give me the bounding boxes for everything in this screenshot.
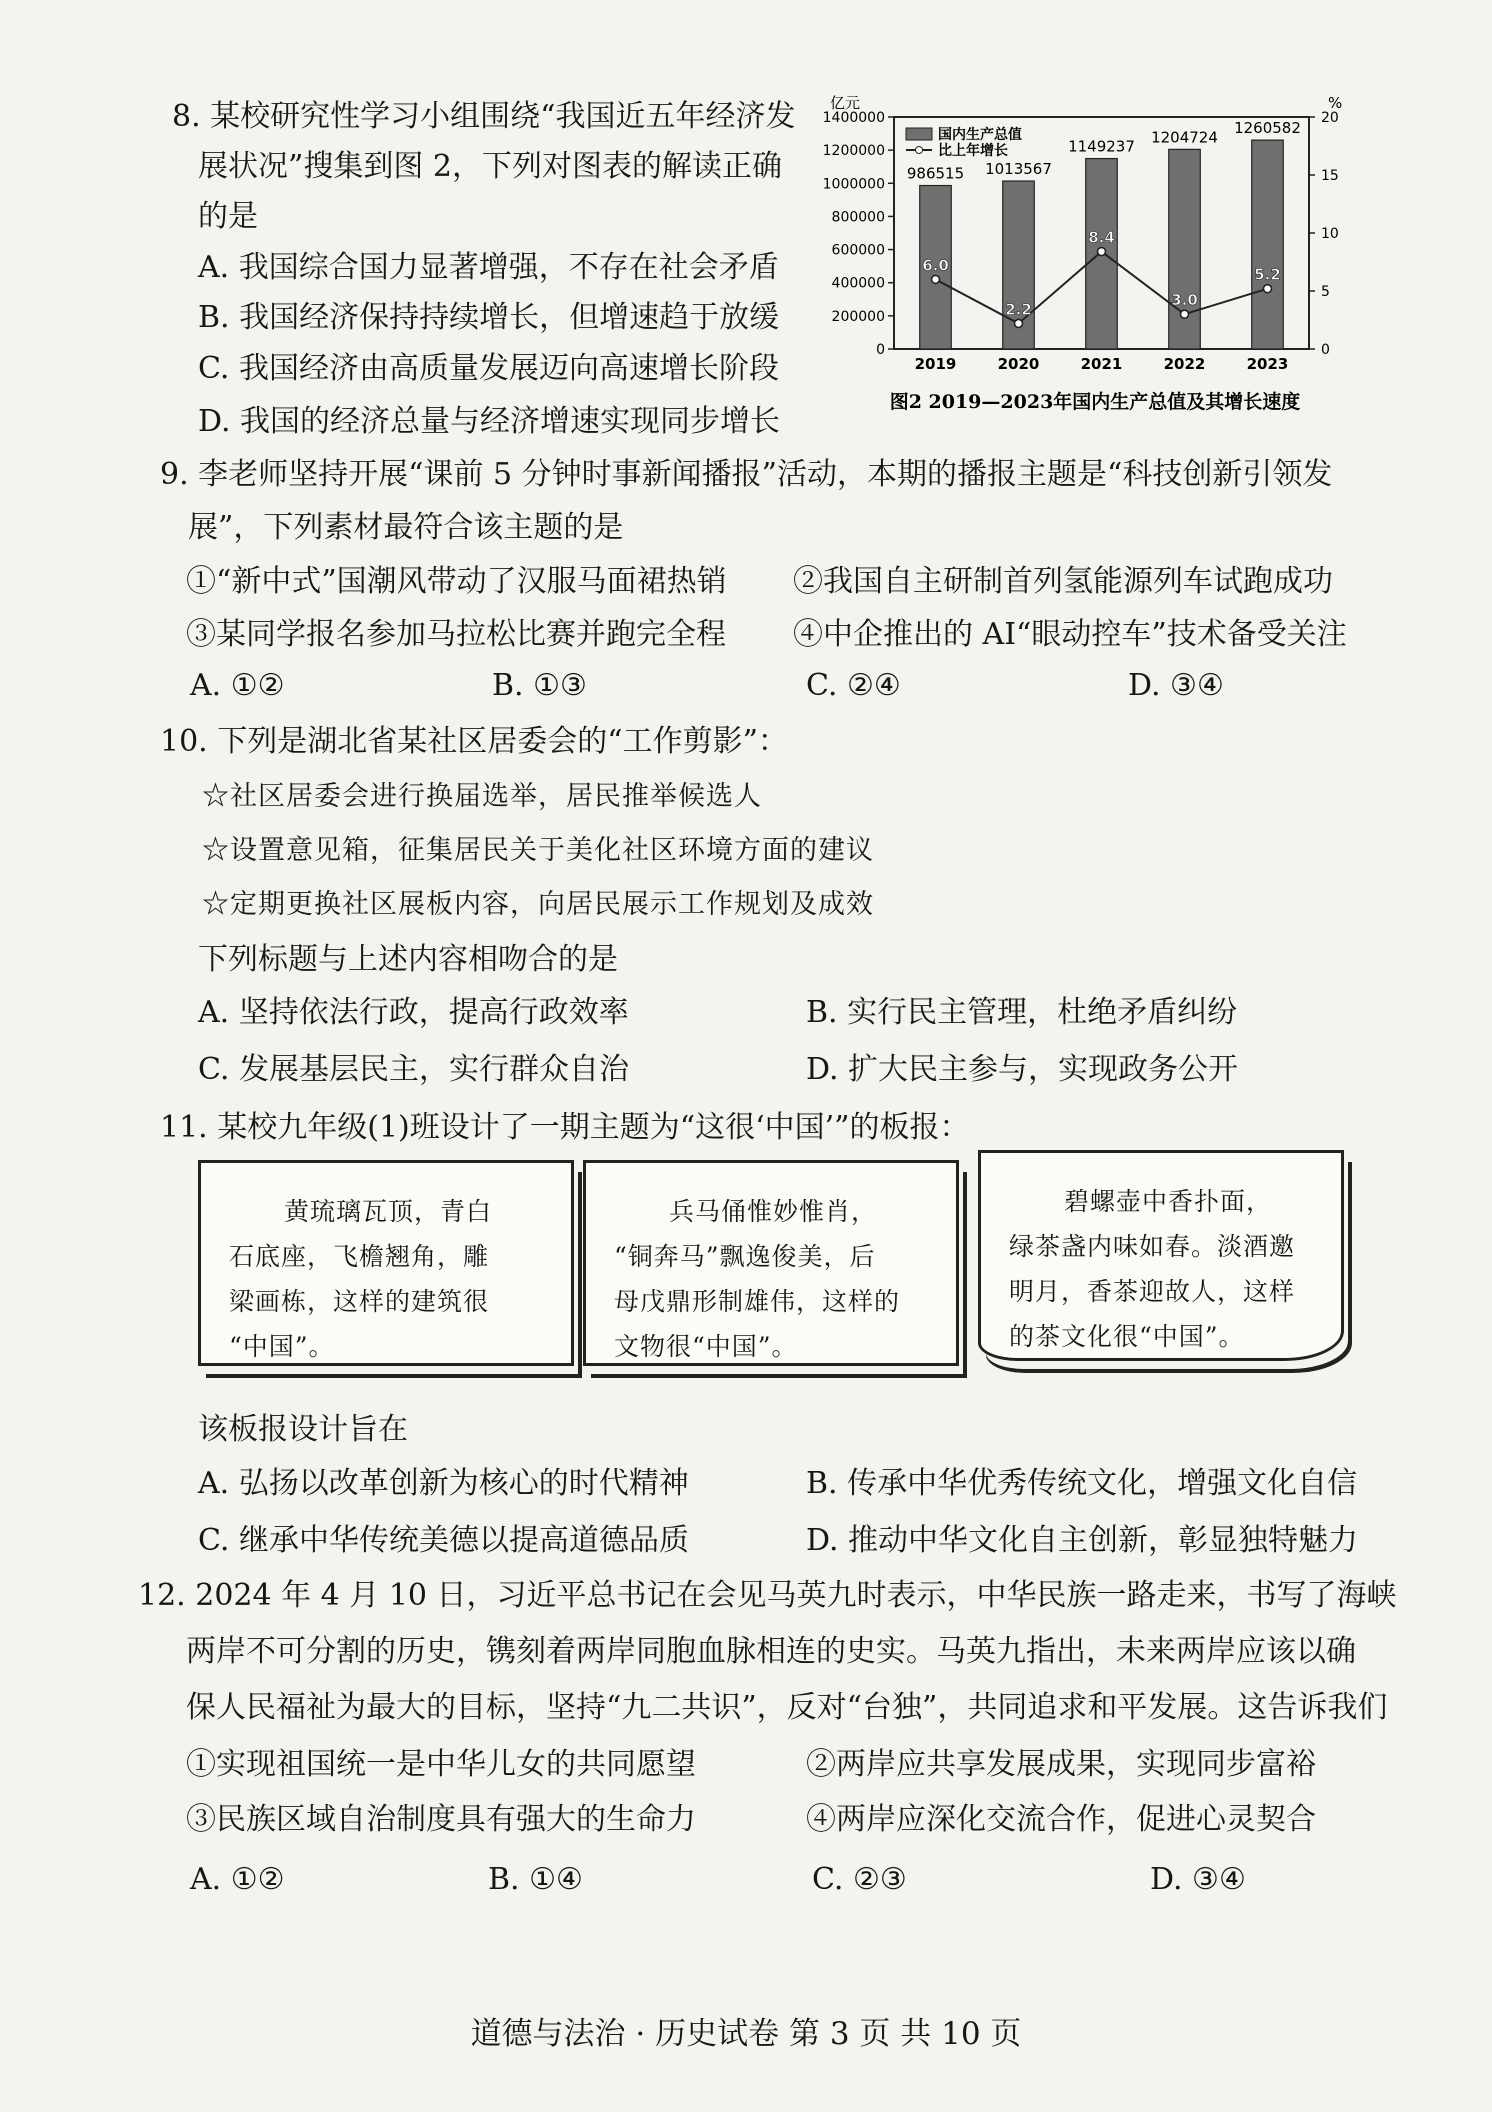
q12-option-c: C. ②③ (812, 1862, 907, 1897)
q10-option-b: B. 实行民主管理，杜绝矛盾纠纷 (806, 995, 1238, 1030)
q9-option-b: B. ①③ (492, 668, 587, 703)
q10-bullet-1: ☆社区居委会进行换届选举，居民推举候选人 (202, 781, 762, 812)
gdp-bar-label: 1149237 (1068, 137, 1135, 156)
x-tick-label: 2021 (1080, 355, 1123, 373)
q12-option-a: A. ①② (190, 1862, 285, 1897)
left-axis-tick-label: 800000 (831, 209, 885, 226)
q9-item-2: ②我国自主研制首列氢能源列车试跑成功 (793, 564, 1333, 599)
gdp-bar (1169, 149, 1201, 349)
card-text-relics: 兵马俑惟妙惟肖， “铜奔马”飘逸俊美，后 母戊鼎形制雄伟，这样的 文物很“中国”。 (614, 1197, 901, 1361)
q10-option-c: C. 发展基层民主，实行群众自治 (198, 1052, 629, 1087)
left-axis-tick-label: 200000 (831, 308, 885, 325)
growth-point (932, 275, 940, 283)
x-tick-label: 2019 (914, 355, 957, 373)
q12-item-4: ④两岸应深化交流合作，促进心灵契合 (806, 1802, 1316, 1837)
left-axis-tick-label: 400000 (831, 275, 885, 292)
q9-item-1: ①“新中式”国潮风带动了汉服马面裙热销 (186, 564, 727, 599)
growth-point (1181, 310, 1189, 318)
gdp-bar (1252, 140, 1284, 349)
page-footer: 道德与法治 · 历史试卷 第 3 页 共 10 页 (470, 2016, 1022, 2052)
legend-gdp-label: 国内生产总值 (938, 127, 1022, 143)
right-axis-tick-label: 5 (1321, 284, 1330, 300)
chart-title: 图2 2019—2023年国内生产总值及其增长速度 (889, 391, 1301, 413)
q10-bullet-3: ☆定期更换社区展板内容，向居民展示工作规划及成效 (202, 889, 874, 920)
left-axis-tick-label: 0 (876, 342, 885, 358)
q10-ask: 下列标题与上述内容相吻合的是 (198, 942, 618, 977)
gdp-bar-label: 1013567 (985, 160, 1052, 179)
card-text-architecture: 黄琉璃瓦顶，青白 石底座，飞檐翘角，雕 梁画栋，这样的建筑很 “中国”。 (229, 1197, 493, 1361)
gdp-bar-label: 1260582 (1234, 119, 1301, 138)
q11-option-a: A. 弘扬以改革创新为核心的时代精神 (198, 1466, 689, 1501)
growth-point (1015, 319, 1023, 327)
board-card-tea-culture (978, 1150, 1344, 1361)
chart-legend (906, 126, 1022, 159)
q12-stem-line-2: 两岸不可分割的历史，镌刻着两岸同胞血脉相连的史实。马英九指出，未来两岸应该以确 (186, 1634, 1356, 1669)
q8-stem-line-3: 的是 (198, 199, 258, 234)
x-tick-label: 2023 (1246, 355, 1289, 373)
q11-option-c: C. 继承中华传统美德以提高道德品质 (198, 1523, 689, 1558)
legend-bar-swatch (906, 128, 932, 140)
q10-stem: 10. 下列是湖北省某社区居委会的“工作剪影”： (160, 724, 788, 759)
q8-stem-line-1: 8. 某校研究性学习小组围绕“我国近五年经济发 (172, 99, 796, 134)
q12-stem-line-1: 12. 2024 年 4 月 10 日，习近平总书记在会见马英九时表示，中华民族一路走来，书写了海峡 (138, 1578, 1397, 1613)
gdp-bar-label: 986515 (906, 164, 965, 183)
q9-option-a: A. ①② (190, 668, 285, 703)
growth-point-label: 5.2 (1254, 265, 1281, 284)
q8-stem-line-2: 展状况”搜集到图 2，下列对图表的解读正确 (198, 149, 782, 184)
q12-item-3: ③民族区域自治制度具有强大的生命力 (186, 1802, 696, 1837)
q11-stem: 11. 某校九年级(1)班设计了一期主题为“这很‘中国’”的板报： (160, 1110, 970, 1145)
card-text-tea-culture: 碧螺壶中香扑面， 绿茶盏内味如春。淡酒邀 明月，香茶迎故人，这样 的茶文化很“中国”。 (1009, 1187, 1296, 1351)
q11-option-b: B. 传承中华优秀传统文化，增强文化自信 (806, 1466, 1358, 1501)
q9-stem-line-1: 9. 李老师坚持开展“课前 5 分钟时事新闻播报”活动，本期的播报主题是“科技创新引领发 (160, 457, 1333, 492)
q8-option-a: A. 我国综合国力显著增强，不存在社会矛盾 (198, 250, 779, 285)
q9-item-3: ③某同学报名参加马拉松比赛并跑完全程 (186, 617, 726, 652)
q11-ask: 该板报设计旨在 (198, 1412, 408, 1447)
left-axis-tick-label: 1000000 (822, 176, 885, 193)
right-axis-tick-label: 0 (1321, 342, 1330, 358)
legend-line-marker (916, 147, 923, 154)
q11-option-d: D. 推动中华文化自主创新，彰显独特魅力 (806, 1523, 1359, 1558)
q12-option-b: B. ①④ (488, 1862, 583, 1897)
q12-item-1: ①实现祖国统一是中华儿女的共同愿望 (186, 1747, 696, 1782)
q12-stem-line-3: 保人民福祉为最大的目标，坚持“九二共识”，反对“台独”，共同追求和平发展。这告诉我们 (186, 1690, 1388, 1725)
left-axis-tick-label: 1200000 (822, 143, 885, 160)
q10-option-d: D. 扩大民主参与，实现政务公开 (806, 1052, 1239, 1087)
q12-item-2: ②两岸应共享发展成果，实现同步富裕 (806, 1747, 1316, 1782)
gdp-bar-label: 1204724 (1151, 128, 1218, 147)
left-axis-unit: 亿元 (830, 94, 861, 112)
x-tick-label: 2020 (997, 355, 1040, 373)
q12-option-d: D. ③④ (1150, 1862, 1246, 1897)
right-axis-tick-label: 10 (1321, 226, 1339, 242)
growth-point-label: 2.2 (1005, 300, 1032, 319)
q8-option-c: C. 我国经济由高质量发展迈向高速增长阶段 (198, 351, 779, 386)
right-axis-tick-label: 15 (1321, 168, 1339, 184)
left-axis-tick-label: 1400000 (822, 110, 885, 126)
growth-point-label: 3.0 (1171, 291, 1198, 310)
growth-point (1264, 285, 1272, 293)
growth-point (1098, 248, 1106, 256)
q10-bullet-2: ☆设置意见箱，征集居民关于美化社区环境方面的建议 (202, 835, 874, 866)
q8-option-b: B. 我国经济保持持续增长，但增速趋于放缓 (198, 300, 780, 335)
q10-option-a: A. 坚持依法行政，提高行政效率 (198, 995, 629, 1030)
left-axis-tick-label: 600000 (831, 242, 885, 259)
right-axis-unit: % (1328, 94, 1343, 112)
q9-stem-line-2: 展”，下列素材最符合该主题的是 (188, 510, 624, 545)
q9-option-c: C. ②④ (806, 668, 901, 703)
legend-growth-label: 比上年增长 (938, 143, 1008, 159)
q9-option-d: D. ③④ (1128, 668, 1224, 703)
growth-point-label: 8.4 (1088, 228, 1115, 247)
gdp-chart (800, 90, 1370, 420)
growth-point-label: 6.0 (922, 256, 949, 275)
x-tick-label: 2022 (1163, 355, 1206, 373)
q9-item-4: ④中企推出的 AI“眼动控车”技术备受关注 (793, 617, 1347, 652)
board-card-relics (583, 1160, 959, 1366)
right-axis-tick-label: 20 (1321, 110, 1339, 126)
q8-option-d: D. 我国的经济总量与经济增速实现同步增长 (198, 404, 781, 439)
board-card-architecture (198, 1160, 574, 1366)
